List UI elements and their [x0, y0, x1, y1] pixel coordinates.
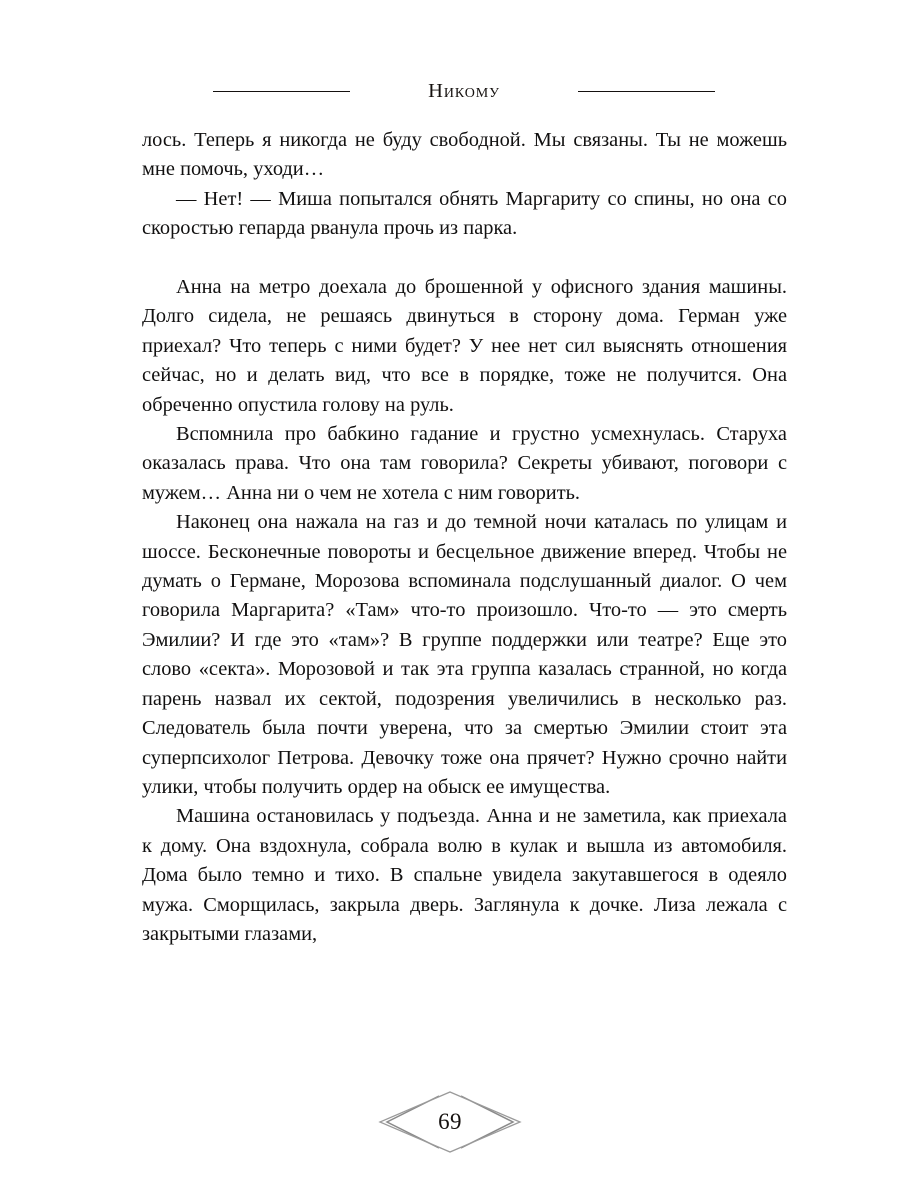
page-number: 69: [438, 1108, 462, 1134]
running-head: [142, 76, 786, 106]
paragraph-anna-metro: Анна на метро доехала до брошенной у офисного здания машины. Долго сидела, не решаясь двинуться в сторону дома. Герман уже приехал? Что теперь с ними будет? У нее нет сил выяснять отношения сейчас, но и делать вид, что все в порядке, тоже не получится. Она обреченно опустила голову на руль.: [142, 276, 787, 416]
section-break: [142, 244, 787, 273]
paragraph-vspomnila: Вспомнила про бабкино гадание и грустно усмехнулась. Старуха оказалась права. Что она там говорила? Секреты убивают, поговори с мужем… Анна ни о чем не хотела с ним говорить.: [142, 423, 787, 504]
folio-ornament: [377, 1090, 523, 1154]
header-rule-left: [213, 91, 350, 92]
paragraph-dialogue: — Нет! — Миша попытался обнять Маргариту со спины, но она со скоростью гепарда рванула прочь из парка.: [142, 187, 787, 240]
paragraph-continuation: лось. Теперь я никогда не буду свободной. Мы связаны. Ты не можешь мне помочь, уходи…: [142, 129, 787, 181]
running-head-title: Никому: [428, 79, 500, 102]
page-footer: [0, 1086, 900, 1158]
paragraph-mashina: Машина остановилась у подъезда. Анна и не заметила, как приехала к дому. Она вздохнула, собрала волю в кулак и вышла из автомобиля. Дома было темно и тихо. В спальне увидела закутавшегося в одеяло мужа. Сморщилась, закрыла дверь. Заглянула к дочке. Лиза лежала с закрытыми глазами,: [142, 805, 787, 945]
header-rule-right: [578, 91, 715, 92]
paragraph-nakonets: Наконец она нажала на газ и до темной ночи каталась по улицам и шоссе. Бесконечные повороты и бесцельное движение вперед. Чтобы не думать о Германе, Морозова вспоминала подслушанный диалог. О чем говорила Маргарита? «Там» что-то произошло. Что-то — это смерть Эмилии? И где это «там»? В группе поддержки или театре? Еще это слово «секта». Морозовой и так эта группа казалась странной, но когда парень назвал их сектой, подозрения увеличились в несколько раз. Следователь была почти уверена, что за смертью Эмилии стоит эта суперпсихолог Петрова. Девочку тоже она прячет? Нужно срочно найти улики, чтобы получить ордер на обыск ее имущества.: [142, 511, 787, 798]
body-text: [142, 126, 787, 949]
